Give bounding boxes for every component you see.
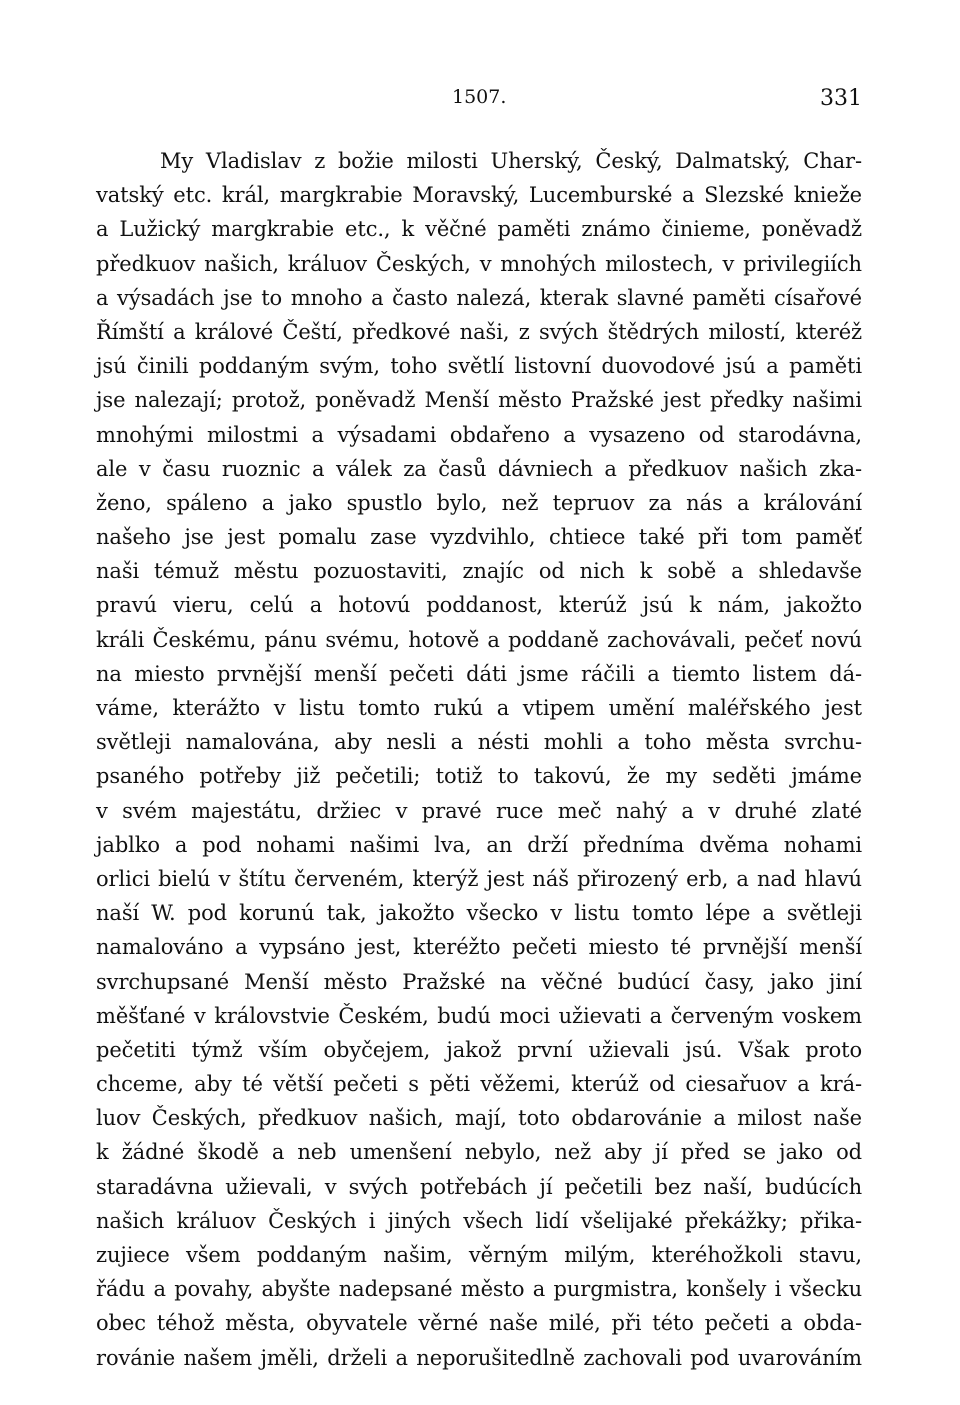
running-header <box>96 86 862 116</box>
text-line: váme, kterážto v listu tomto rukú a vtipem umění maléřského jest <box>96 696 862 720</box>
text-line: ženo, spáleno a jako spustlo bylo, než tepruov za nás a králování <box>96 490 862 515</box>
text-line: k žádné škodě a neb umenšení nebylo, než aby jí před se jako od <box>96 1140 862 1165</box>
text-line: vatský etc. král, margkrabie Moravský, Lucemburské a Slezské kniežе <box>96 183 862 208</box>
text-line: jablko a pod nohami našimi lva, an drží předníma dvěma nohami <box>96 832 862 857</box>
text-line: namalováno a vypsáno jest, kteréžto pečeti miesto té prvnější menší <box>96 935 862 960</box>
text-line: Římští a králové Čeští, předkové naši, z svých štědrých milostí, kteréž <box>96 319 862 344</box>
text-line: naší W. pod korunú tak, jakožto všecko v listu tomto lépe a světleji <box>96 901 862 926</box>
text-line: staradávna užievali, v svých potřebách jí pečetili bez naší, budúcích <box>96 1174 862 1199</box>
text-line: naši témuž městu pozuostaviti, znajíc od nich k sobě a shledavše <box>96 559 862 584</box>
text-line: v svém majestátu, držiec v pravé ruce meč nahý a v druhé zlaté <box>96 798 862 823</box>
body-text <box>96 144 862 1375</box>
text-line: mnohými milostmi a výsadami obdařeno a vysazeno od starodávna, <box>96 422 862 447</box>
text-line: zujiece všem poddaným našim, věrným milým, kteréhožkoli stavu, <box>96 1243 862 1267</box>
text-line: předkuov našich, králuov Českých, v mnohých milostech, v privilegiích <box>96 251 862 276</box>
text-line: světleji namalována, aby nesli a nésti mohli a toho města svrchu- <box>96 730 862 755</box>
text-line: ale v času ruoznic a válek za časů dávniech a předkuov našich zka- <box>96 456 862 481</box>
text-line: na miesto prvnější menší pečeti dáti jsme ráčili a tiemto listem dá- <box>96 661 862 686</box>
text-line: našich králuov Českých i jiných všech lidí všelijaké překážky; přika- <box>96 1208 862 1233</box>
text-line: pravú vieru, celú a hotovú poddanost, kterúž jsú k nám, jakožto <box>96 593 862 618</box>
header-year: 1507. <box>452 86 507 108</box>
text-line: pečetiti týmž vším obyčejem, jakož první užievali jsú. Však proto <box>96 1037 862 1062</box>
text-line: rovánie našem jměli, drželi a neporušitedlně zachovali pod uvarováním <box>96 1345 862 1370</box>
text-line: obec téhož města, obyvatele věrné naše milé, při této pečeti a obda- <box>96 1311 862 1336</box>
text-line: jse nalezají; protož, poněvadž Menší město Pražské jest předky našimi <box>96 388 862 413</box>
text-line: králi Českému, pánu svému, hotově a poddaně zachovávali, pečeť novú <box>96 627 862 652</box>
text-line: orlici bielú v štítu červeném, kterýž jest náš přirozený erb, a nad hlavú <box>96 866 862 891</box>
text-line: řádu a povahy, abyšte nadepsané město a purgmistra, konšely i všecku <box>96 1277 862 1302</box>
text-line: a Lužický margkrabie etc., k věčné paměti známo činieme, poněvadž <box>96 217 862 242</box>
text-line: luov Českých, předkuov našich, mají, toto obdarovánie a milost naše <box>96 1106 862 1131</box>
text-line: svrchupsané Menší město Pražské na věčné budúcí časy, jako jiní <box>96 969 862 994</box>
text-line: psaného potřeby již pečetili; totiž to takovú, že my seděti jmáme <box>96 764 862 789</box>
text-line: jsú činili poddaným svým, toho světlí listovní duovodové jsú a paměti <box>96 354 862 379</box>
page-number: 331 <box>820 86 862 111</box>
text-line: našeho jse jest pomalu zase vyzdvihlo, chtiece také při tom paměť <box>96 525 862 550</box>
text-line: chceme, aby té větší pečeti s pěti věžemi, kterúž od ciesařuov a krá- <box>96 1072 862 1097</box>
text-line: My Vladislav z božie milosti Uherský, Český, Dalmatský, Char- <box>160 149 862 173</box>
text-line: a výsadách jse to mnoho a často nalezá, kterak slavné paměti císařové <box>96 285 862 310</box>
text-line: měšťané v královstvie Českém, budú moci užievati a červeným voskem <box>96 1003 862 1028</box>
